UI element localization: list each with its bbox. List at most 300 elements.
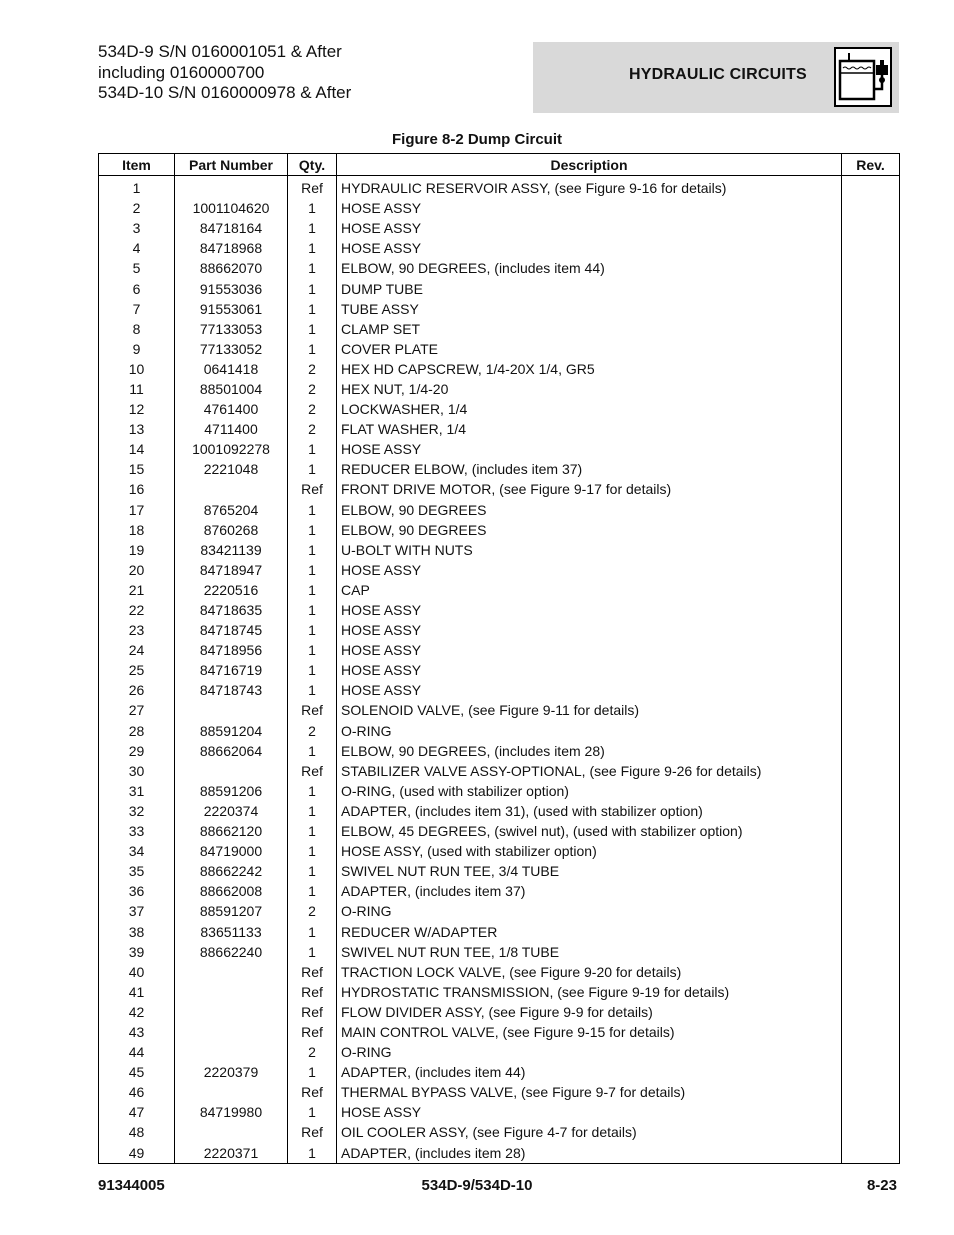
cell-part-number: 84718635 — [175, 600, 288, 620]
cell-item: 25 — [99, 660, 175, 680]
cell-rev — [842, 861, 900, 881]
table-row — [99, 982, 900, 1002]
footer-model: 534D-9/534D-10 — [421, 1177, 533, 1194]
table-row — [99, 761, 900, 781]
cell-description: HOSE ASSY — [337, 600, 842, 620]
cell-description: CAP — [337, 580, 842, 600]
cell-qty: 1 — [288, 841, 337, 861]
cell-qty: 1 — [288, 620, 337, 640]
cell-rev — [842, 218, 900, 238]
cell-description: ELBOW, 90 DEGREES — [337, 520, 842, 540]
cell-rev — [842, 660, 900, 680]
table-row — [99, 1102, 900, 1122]
table-row — [99, 580, 900, 600]
cell-qty: 1 — [288, 540, 337, 560]
table-row — [99, 721, 900, 741]
cell-part-number — [175, 1022, 288, 1042]
cell-part-number: 84718968 — [175, 238, 288, 258]
cell-qty: Ref — [288, 1022, 337, 1042]
table-row — [99, 1082, 900, 1102]
cell-part-number: 2220374 — [175, 801, 288, 821]
cell-rev — [842, 339, 900, 359]
cell-description: ADAPTER, (includes item 44) — [337, 1062, 842, 1082]
cell-description: ADAPTER, (includes item 31), (used with stabilizer option) — [337, 801, 842, 821]
cell-rev — [842, 1042, 900, 1062]
cell-description: HOSE ASSY — [337, 238, 842, 258]
cell-rev — [842, 942, 900, 962]
cell-description: TUBE ASSY — [337, 299, 842, 319]
cell-item: 37 — [99, 901, 175, 921]
model-line-2: including 0160000700 — [98, 62, 265, 82]
table-row — [99, 439, 900, 459]
table-row — [99, 1042, 900, 1062]
cell-qty: 2 — [288, 419, 337, 439]
cell-description: TRACTION LOCK VALVE, (see Figure 9-20 for details) — [337, 962, 842, 982]
cell-item: 38 — [99, 921, 175, 941]
cell-description: LOCKWASHER, 1/4 — [337, 399, 842, 419]
cell-part-number — [175, 700, 288, 720]
cell-description: HOSE ASSY — [337, 620, 842, 640]
cell-rev — [842, 841, 900, 861]
cell-part-number: 84718947 — [175, 560, 288, 580]
cell-part-number: 88591207 — [175, 901, 288, 921]
parts-table — [98, 153, 900, 1164]
table-header-row — [99, 154, 900, 176]
cell-item: 9 — [99, 339, 175, 359]
cell-item: 13 — [99, 419, 175, 439]
table-row — [99, 1122, 900, 1142]
table-row — [99, 560, 900, 580]
cell-qty: 2 — [288, 1042, 337, 1062]
cell-qty: 1 — [288, 580, 337, 600]
cell-part-number: 88662008 — [175, 881, 288, 901]
cell-qty: 2 — [288, 399, 337, 419]
cell-qty: 1 — [288, 600, 337, 620]
cell-description: HOSE ASSY — [337, 198, 842, 218]
cell-rev — [842, 1143, 900, 1164]
cell-item: 24 — [99, 640, 175, 660]
cell-rev — [842, 238, 900, 258]
table-row — [99, 781, 900, 801]
cell-part-number: 88662120 — [175, 821, 288, 841]
cell-item: 46 — [99, 1082, 175, 1102]
table-row — [99, 901, 900, 921]
cell-description: HEX NUT, 1/4-20 — [337, 379, 842, 399]
figure-title: Figure 8-2 Dump Circuit — [391, 131, 563, 148]
column-header-item: Item — [99, 154, 175, 176]
cell-item: 45 — [99, 1062, 175, 1082]
table-row — [99, 921, 900, 941]
cell-qty: 1 — [288, 741, 337, 761]
cell-item: 8 — [99, 319, 175, 339]
table-row — [99, 640, 900, 660]
cell-item: 30 — [99, 761, 175, 781]
cell-description: HEX HD CAPSCREW, 1/4-20X 1/4, GR5 — [337, 359, 842, 379]
cell-rev — [842, 278, 900, 298]
cell-item: 10 — [99, 359, 175, 379]
table-row — [99, 339, 900, 359]
cell-item: 35 — [99, 861, 175, 881]
cell-rev — [842, 319, 900, 339]
cell-rev — [842, 1002, 900, 1022]
cell-item: 20 — [99, 560, 175, 580]
cell-part-number: 91553036 — [175, 278, 288, 298]
cell-rev — [842, 741, 900, 761]
model-line-3: 534D-10 S/N 0160000978 & After — [98, 83, 352, 102]
cell-description: THERMAL BYPASS VALVE, (see Figure 9-7 for details) — [337, 1082, 842, 1102]
cell-part-number: 2220371 — [175, 1143, 288, 1164]
parts-table-body — [99, 176, 900, 1164]
cell-qty: 1 — [288, 881, 337, 901]
cell-rev — [842, 359, 900, 379]
cell-part-number — [175, 176, 288, 199]
cell-item: 4 — [99, 238, 175, 258]
cell-description: HOSE ASSY — [337, 640, 842, 660]
table-row — [99, 680, 900, 700]
cell-qty: 1 — [288, 781, 337, 801]
cell-qty: Ref — [288, 962, 337, 982]
cell-rev — [842, 801, 900, 821]
cell-item: 14 — [99, 439, 175, 459]
cell-rev — [842, 540, 900, 560]
cell-rev — [842, 1022, 900, 1042]
cell-item: 33 — [99, 821, 175, 841]
cell-rev — [842, 520, 900, 540]
table-row — [99, 660, 900, 680]
cell-part-number — [175, 982, 288, 1002]
cell-item: 18 — [99, 520, 175, 540]
table-row — [99, 218, 900, 238]
cell-part-number: 84719000 — [175, 841, 288, 861]
cell-part-number: 1001092278 — [175, 439, 288, 459]
cell-item: 40 — [99, 962, 175, 982]
cell-description: HOSE ASSY — [337, 439, 842, 459]
cell-rev — [842, 881, 900, 901]
cell-description: HYDROSTATIC TRANSMISSION, (see Figure 9-19 for details) — [337, 982, 842, 1002]
cell-part-number: 84719980 — [175, 1102, 288, 1122]
cell-rev — [842, 580, 900, 600]
cell-part-number — [175, 962, 288, 982]
table-row — [99, 841, 900, 861]
column-header-rev: Rev. — [842, 154, 900, 176]
cell-rev — [842, 479, 900, 499]
cell-qty: 1 — [288, 640, 337, 660]
table-row — [99, 1143, 900, 1164]
cell-item: 22 — [99, 600, 175, 620]
cell-rev — [842, 901, 900, 921]
cell-qty: 1 — [288, 520, 337, 540]
cell-rev — [842, 781, 900, 801]
cell-item: 23 — [99, 620, 175, 640]
section-header-box — [533, 42, 899, 113]
cell-qty: 1 — [288, 258, 337, 278]
cell-item: 44 — [99, 1042, 175, 1062]
table-row — [99, 620, 900, 640]
cell-description: O-RING — [337, 901, 842, 921]
cell-part-number: 84718164 — [175, 218, 288, 238]
cell-item: 17 — [99, 500, 175, 520]
table-row — [99, 359, 900, 379]
cell-qty: 1 — [288, 459, 337, 479]
table-row — [99, 500, 900, 520]
cell-part-number — [175, 1042, 288, 1062]
cell-part-number: 2220379 — [175, 1062, 288, 1082]
cell-qty: 1 — [288, 660, 337, 680]
cell-rev — [842, 500, 900, 520]
cell-item: 39 — [99, 942, 175, 962]
table-row — [99, 942, 900, 962]
cell-item: 36 — [99, 881, 175, 901]
cell-qty: 2 — [288, 379, 337, 399]
cell-qty: 1 — [288, 1102, 337, 1122]
cell-description: O-RING — [337, 721, 842, 741]
cell-item: 16 — [99, 479, 175, 499]
cell-qty: 2 — [288, 721, 337, 741]
cell-description: ELBOW, 90 DEGREES, (includes item 44) — [337, 258, 842, 278]
cell-part-number: 84718743 — [175, 680, 288, 700]
cell-part-number — [175, 761, 288, 781]
cell-qty: Ref — [288, 761, 337, 781]
cell-qty: 1 — [288, 1143, 337, 1164]
table-row — [99, 962, 900, 982]
footer-page-number: 8-23 — [866, 1177, 897, 1194]
table-row — [99, 479, 900, 499]
cell-qty: 1 — [288, 1062, 337, 1082]
cell-description: HOSE ASSY — [337, 680, 842, 700]
cell-part-number: 2220516 — [175, 580, 288, 600]
cell-item: 11 — [99, 379, 175, 399]
cell-description: REDUCER W/ADAPTER — [337, 921, 842, 941]
cell-rev — [842, 560, 900, 580]
model-line-1: 534D-9 S/N 0160001051 & After — [98, 42, 342, 61]
cell-item: 49 — [99, 1143, 175, 1164]
cell-rev — [842, 1082, 900, 1102]
cell-part-number: 77133052 — [175, 339, 288, 359]
cell-description: HOSE ASSY — [337, 1102, 842, 1122]
cell-rev — [842, 761, 900, 781]
cell-part-number — [175, 479, 288, 499]
cell-description: HOSE ASSY — [337, 660, 842, 680]
table-row — [99, 258, 900, 278]
cell-item: 1 — [99, 176, 175, 199]
cell-description: HOSE ASSY, (used with stabilizer option) — [337, 841, 842, 861]
cell-qty: Ref — [288, 176, 337, 199]
cell-rev — [842, 439, 900, 459]
cell-item: 2 — [99, 198, 175, 218]
column-header-part-number: Part Number — [175, 154, 288, 176]
table-row — [99, 1022, 900, 1042]
table-row — [99, 419, 900, 439]
cell-qty: 1 — [288, 921, 337, 941]
cell-part-number: 88662242 — [175, 861, 288, 881]
cell-qty: 1 — [288, 821, 337, 841]
cell-description: SOLENOID VALVE, (see Figure 9-11 for details) — [337, 700, 842, 720]
cell-part-number — [175, 1082, 288, 1102]
cell-item: 47 — [99, 1102, 175, 1122]
cell-rev — [842, 1122, 900, 1142]
cell-qty: 1 — [288, 319, 337, 339]
column-header-description: Description — [337, 154, 842, 176]
cell-item: 6 — [99, 278, 175, 298]
cell-item: 42 — [99, 1002, 175, 1022]
cell-rev — [842, 640, 900, 660]
table-row — [99, 801, 900, 821]
cell-item: 26 — [99, 680, 175, 700]
table-row — [99, 198, 900, 218]
section-title: HYDRAULIC CIRCUITS — [629, 66, 807, 83]
cell-qty: 1 — [288, 680, 337, 700]
cell-rev — [842, 982, 900, 1002]
cell-description: OIL COOLER ASSY, (see Figure 4-7 for details) — [337, 1122, 842, 1142]
cell-description: MAIN CONTROL VALVE, (see Figure 9-15 for details) — [337, 1022, 842, 1042]
cell-part-number: 83421139 — [175, 540, 288, 560]
cell-qty: 1 — [288, 500, 337, 520]
cell-part-number: 88662240 — [175, 942, 288, 962]
model-serial-header — [98, 42, 351, 104]
table-row — [99, 600, 900, 620]
cell-part-number — [175, 1122, 288, 1142]
hydraulic-reservoir-icon — [834, 47, 892, 107]
cell-rev — [842, 176, 900, 199]
cell-rev — [842, 680, 900, 700]
cell-description: ELBOW, 90 DEGREES, (includes item 28) — [337, 741, 842, 761]
cell-description: HOSE ASSY — [337, 218, 842, 238]
cell-part-number: 2221048 — [175, 459, 288, 479]
cell-description: ELBOW, 45 DEGREES, (swivel nut), (used with stabilizer option) — [337, 821, 842, 841]
cell-qty: 2 — [288, 901, 337, 921]
cell-part-number: 88501004 — [175, 379, 288, 399]
cell-part-number: 88662064 — [175, 741, 288, 761]
cell-qty: 1 — [288, 218, 337, 238]
cell-item: 29 — [99, 741, 175, 761]
cell-part-number: 83651133 — [175, 921, 288, 941]
cell-item: 19 — [99, 540, 175, 560]
cell-item: 27 — [99, 700, 175, 720]
cell-description: SWIVEL NUT RUN TEE, 3/4 TUBE — [337, 861, 842, 881]
cell-qty: 1 — [288, 801, 337, 821]
cell-part-number: 77133053 — [175, 319, 288, 339]
cell-part-number: 4761400 — [175, 399, 288, 419]
table-row — [99, 1062, 900, 1082]
cell-description: O-RING — [337, 1042, 842, 1062]
cell-qty: 1 — [288, 238, 337, 258]
cell-rev — [842, 299, 900, 319]
cell-rev — [842, 700, 900, 720]
table-row — [99, 238, 900, 258]
table-row — [99, 459, 900, 479]
cell-item: 15 — [99, 459, 175, 479]
table-row — [99, 540, 900, 560]
cell-item: 21 — [99, 580, 175, 600]
cell-part-number: 8765204 — [175, 500, 288, 520]
cell-item: 28 — [99, 721, 175, 741]
cell-rev — [842, 1102, 900, 1122]
cell-item: 34 — [99, 841, 175, 861]
table-row — [99, 741, 900, 761]
cell-rev — [842, 600, 900, 620]
cell-qty: 2 — [288, 359, 337, 379]
cell-part-number — [175, 1002, 288, 1022]
table-row — [99, 1002, 900, 1022]
cell-part-number: 88591206 — [175, 781, 288, 801]
table-row — [99, 176, 900, 199]
cell-description: CLAMP SET — [337, 319, 842, 339]
table-row — [99, 399, 900, 419]
table-row — [99, 520, 900, 540]
column-header-qty: Qty. — [288, 154, 337, 176]
cell-item: 41 — [99, 982, 175, 1002]
cell-description: HYDRAULIC RESERVOIR ASSY, (see Figure 9-16 for details) — [337, 176, 842, 199]
cell-description: COVER PLATE — [337, 339, 842, 359]
cell-description: FRONT DRIVE MOTOR, (see Figure 9-17 for details) — [337, 479, 842, 499]
cell-qty: 1 — [288, 339, 337, 359]
cell-rev — [842, 198, 900, 218]
table-row — [99, 861, 900, 881]
cell-part-number: 8760268 — [175, 520, 288, 540]
cell-part-number: 88662070 — [175, 258, 288, 278]
cell-item: 48 — [99, 1122, 175, 1142]
cell-item: 43 — [99, 1022, 175, 1042]
cell-qty: 1 — [288, 439, 337, 459]
table-row — [99, 881, 900, 901]
table-row — [99, 379, 900, 399]
cell-rev — [842, 399, 900, 419]
cell-description: ELBOW, 90 DEGREES — [337, 500, 842, 520]
table-row — [99, 319, 900, 339]
cell-description: DUMP TUBE — [337, 278, 842, 298]
cell-rev — [842, 821, 900, 841]
cell-description: FLOW DIVIDER ASSY, (see Figure 9-9 for details) — [337, 1002, 842, 1022]
cell-qty: Ref — [288, 1082, 337, 1102]
cell-qty: Ref — [288, 479, 337, 499]
cell-description: STABILIZER VALVE ASSY-OPTIONAL, (see Figure 9-26 for details) — [337, 761, 842, 781]
cell-part-number: 0641418 — [175, 359, 288, 379]
cell-rev — [842, 721, 900, 741]
cell-part-number: 84718745 — [175, 620, 288, 640]
cell-part-number: 4711400 — [175, 419, 288, 439]
cell-rev — [842, 419, 900, 439]
footer-doc-number: 91344005 — [98, 1177, 165, 1194]
cell-rev — [842, 379, 900, 399]
table-row — [99, 700, 900, 720]
cell-item: 5 — [99, 258, 175, 278]
cell-description: ADAPTER, (includes item 28) — [337, 1143, 842, 1164]
cell-item: 3 — [99, 218, 175, 238]
cell-qty: 1 — [288, 278, 337, 298]
cell-rev — [842, 1062, 900, 1082]
cell-rev — [842, 620, 900, 640]
cell-description: HOSE ASSY — [337, 560, 842, 580]
table-row — [99, 278, 900, 298]
cell-description: FLAT WASHER, 1/4 — [337, 419, 842, 439]
cell-description: REDUCER ELBOW, (includes item 37) — [337, 459, 842, 479]
table-row — [99, 821, 900, 841]
cell-item: 7 — [99, 299, 175, 319]
cell-qty: 1 — [288, 942, 337, 962]
cell-part-number: 88591204 — [175, 721, 288, 741]
cell-qty: 1 — [288, 861, 337, 881]
cell-part-number: 91553061 — [175, 299, 288, 319]
cell-part-number: 1001104620 — [175, 198, 288, 218]
cell-description: U-BOLT WITH NUTS — [337, 540, 842, 560]
cell-qty: 1 — [288, 299, 337, 319]
cell-rev — [842, 459, 900, 479]
cell-qty: Ref — [288, 982, 337, 1002]
cell-item: 12 — [99, 399, 175, 419]
cell-qty: Ref — [288, 1002, 337, 1022]
table-row — [99, 299, 900, 319]
cell-qty: 1 — [288, 198, 337, 218]
